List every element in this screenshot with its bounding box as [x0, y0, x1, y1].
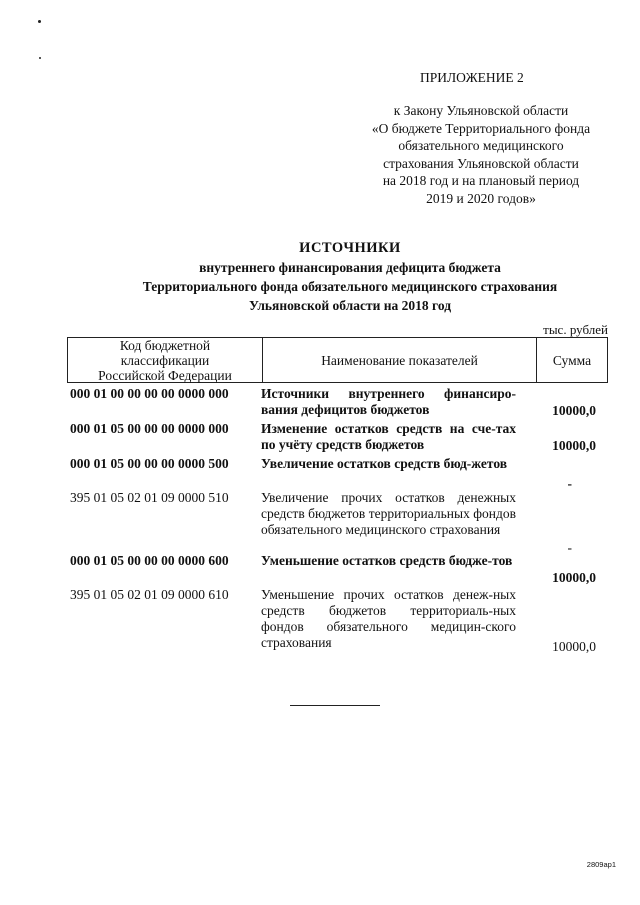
row-sum: - [567, 476, 572, 491]
law-reference-line: страхования Ульяновской области [383, 155, 579, 171]
row-sum: 10000,0 [552, 403, 596, 418]
document-title: ИСТОЧНИКИ [299, 240, 401, 256]
law-reference-line: обязательного медицинского [398, 138, 564, 153]
row-name: Источники внутреннего финансиро-вания дефицитов бюджетов [261, 386, 516, 417]
subtitle-line: Ульяновской области на 2018 год [248, 298, 452, 313]
scan-speck [38, 20, 41, 23]
row-name: Увеличение прочих остатков денежных средств бюджетов территориальных фондов обязательного медицинского страхования [261, 490, 516, 537]
subtitle-line: Территориального фонда обязательного медицинского страхования [142, 279, 558, 294]
header-code-line: Российской Федерации [98, 367, 232, 383]
law-reference [350, 102, 612, 207]
subtitle-line: внутреннего финансирования дефицита бюджета [199, 260, 501, 275]
row-code: 395 01 05 02 01 09 0000 610 [70, 587, 229, 602]
end-separator-line [290, 705, 380, 706]
appendix-label: ПРИЛОЖЕНИЕ 2 [420, 70, 524, 85]
header-code [68, 338, 263, 382]
law-reference-line: к Закону Ульяновской области [393, 103, 569, 118]
row-name: Уменьшение остатков средств бюдже-тов [261, 553, 513, 568]
row-sum: 10000,0 [552, 438, 596, 453]
row-sum: - [567, 540, 572, 555]
header-code-line: классификации [120, 352, 210, 368]
row-name: Изменение остатков средств на сче-тах по учёту средств бюджетов [261, 421, 516, 452]
document-subtitle [80, 258, 620, 315]
scan-speck [39, 57, 41, 59]
table-header [67, 337, 608, 383]
units-label: тыс. рублей [543, 322, 608, 337]
row-code: 000 01 00 00 00 00 0000 000 [70, 386, 229, 401]
row-code: 000 01 05 00 00 00 0000 600 [70, 553, 229, 568]
law-reference-line: 2019 и 2020 годов» [426, 190, 536, 206]
row-code: 000 01 05 00 00 00 0000 000 [70, 421, 229, 436]
header-name: Наименование показателей [263, 338, 537, 382]
row-code: 000 01 05 00 00 00 0000 500 [70, 456, 229, 471]
document-code: 2809ap1 [586, 860, 616, 869]
row-name: Уменьшение прочих остатков денеж-ных средств бюджетов территориаль-ных фондов обязательного медицин-ского страхования [261, 587, 516, 650]
row-name: Увеличение остатков средств бюд-жетов [261, 456, 508, 471]
law-reference-line: на 2018 год и на плановый период [382, 173, 580, 188]
header-sum: Сумма [552, 352, 592, 368]
row-sum: 10000,0 [552, 570, 596, 585]
law-reference-line: «О бюджете Территориального фонда [371, 120, 591, 136]
row-code: 395 01 05 02 01 09 0000 510 [70, 490, 229, 505]
header-code-line: Код бюджетной [119, 337, 211, 353]
row-sum: 10000,0 [552, 639, 596, 654]
